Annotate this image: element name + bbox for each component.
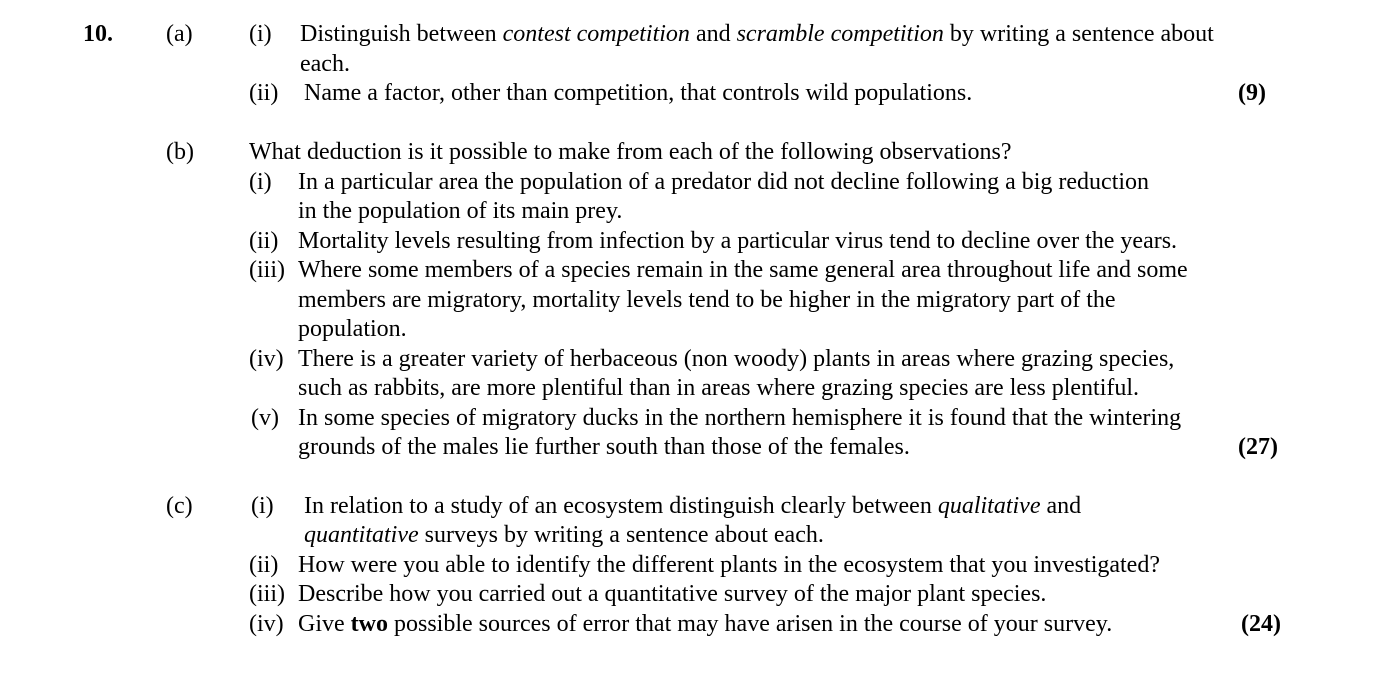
part-b-i-line1: In a particular area the population of a predator did not decline following a big reduction: [298, 169, 1150, 195]
part-b-label: (b): [166, 139, 194, 165]
part-c-iv-number: (iv): [249, 611, 284, 637]
part-a-i-text1: Distinguish between: [300, 21, 503, 47]
part-c-ii-text: How were you able to identify the different plants in the ecosystem that you investigated?: [298, 552, 1160, 578]
part-a-marks: (9): [1238, 80, 1266, 106]
part-a-i-line2: each.: [300, 51, 350, 77]
part-c-i-number: (i): [251, 493, 274, 519]
part-c-i-text3: and: [1040, 493, 1082, 519]
part-a-i-number: (i): [249, 21, 272, 47]
part-b-ii-number: (ii): [249, 228, 279, 254]
part-b-v-line2: grounds of the males lie further south than those of the females.: [298, 434, 910, 460]
part-a-ii-text: Name a factor, other than competition, that controls wild populations.: [304, 80, 973, 106]
term-scramble-competition: scramble competition: [736, 21, 944, 47]
part-b-iii-line1: Where some members of a species remain in the same general area throughout life and some: [298, 257, 1188, 283]
part-c-iv-text3: possible sources of error that may have arisen in the course of your survey.: [387, 611, 1113, 637]
part-c-i-text1: In relation to a study of an ecosystem distinguish clearly between: [304, 493, 938, 519]
part-b-iii-line3: population.: [298, 316, 407, 342]
part-c-i-text-l2: surveys by writing a sentence about each.: [418, 522, 824, 548]
part-b-marks: (27): [1238, 434, 1278, 460]
term-contest-competition: contest competition: [502, 21, 690, 47]
part-b-ii-line1: Mortality levels resulting from infection by a particular virus tend to decline over the years.: [298, 228, 1178, 254]
part-a-i-text3: and: [689, 21, 737, 47]
part-c-iv-text1: Give: [298, 611, 351, 637]
part-a-i-text5: by writing a sentence about: [943, 21, 1214, 47]
part-b-iv-line1: There is a greater variety of herbaceous (non woody) plants in areas where grazing species,: [298, 346, 1175, 372]
term-quantitative: quantitative: [304, 522, 419, 548]
question-number: 10.: [83, 21, 113, 47]
part-c-marks: (24): [1241, 611, 1281, 637]
part-b-v-line1: In some species of migratory ducks in the northern hemisphere it is found that the wintering: [298, 405, 1182, 431]
emphasis-two: two: [350, 611, 388, 637]
part-c-label: (c): [166, 493, 193, 519]
part-c-iv-text: [298, 610, 1112, 640]
part-c-iii-number: (iii): [249, 581, 285, 607]
part-c-i-line1: [304, 492, 1081, 522]
part-a-label: (a): [166, 21, 193, 47]
part-c-i-line2: [304, 521, 824, 551]
part-c-iii-text: Describe how you carried out a quantitative survey of the major plant species.: [298, 581, 1047, 607]
term-qualitative: qualitative: [937, 493, 1041, 519]
part-a-ii-number: (ii): [249, 80, 279, 106]
part-b-intro: What deduction is it possible to make from each of the following observations?: [249, 139, 1012, 165]
part-b-i-number: (i): [249, 169, 272, 195]
part-b-i-line2: in the population of its main prey.: [298, 198, 623, 224]
part-b-iv-line2: such as rabbits, are more plentiful than in areas where grazing species are less plentiful.: [298, 375, 1140, 401]
part-b-iii-line2: members are migratory, mortality levels tend to be higher in the migratory part of the: [298, 287, 1116, 313]
part-a-i-line1: [300, 20, 1214, 50]
part-c-ii-number: (ii): [249, 552, 279, 578]
part-b-iv-number: (iv): [249, 346, 284, 372]
part-b-iii-number: (iii): [249, 257, 285, 283]
part-b-v-number: (v): [251, 405, 279, 431]
